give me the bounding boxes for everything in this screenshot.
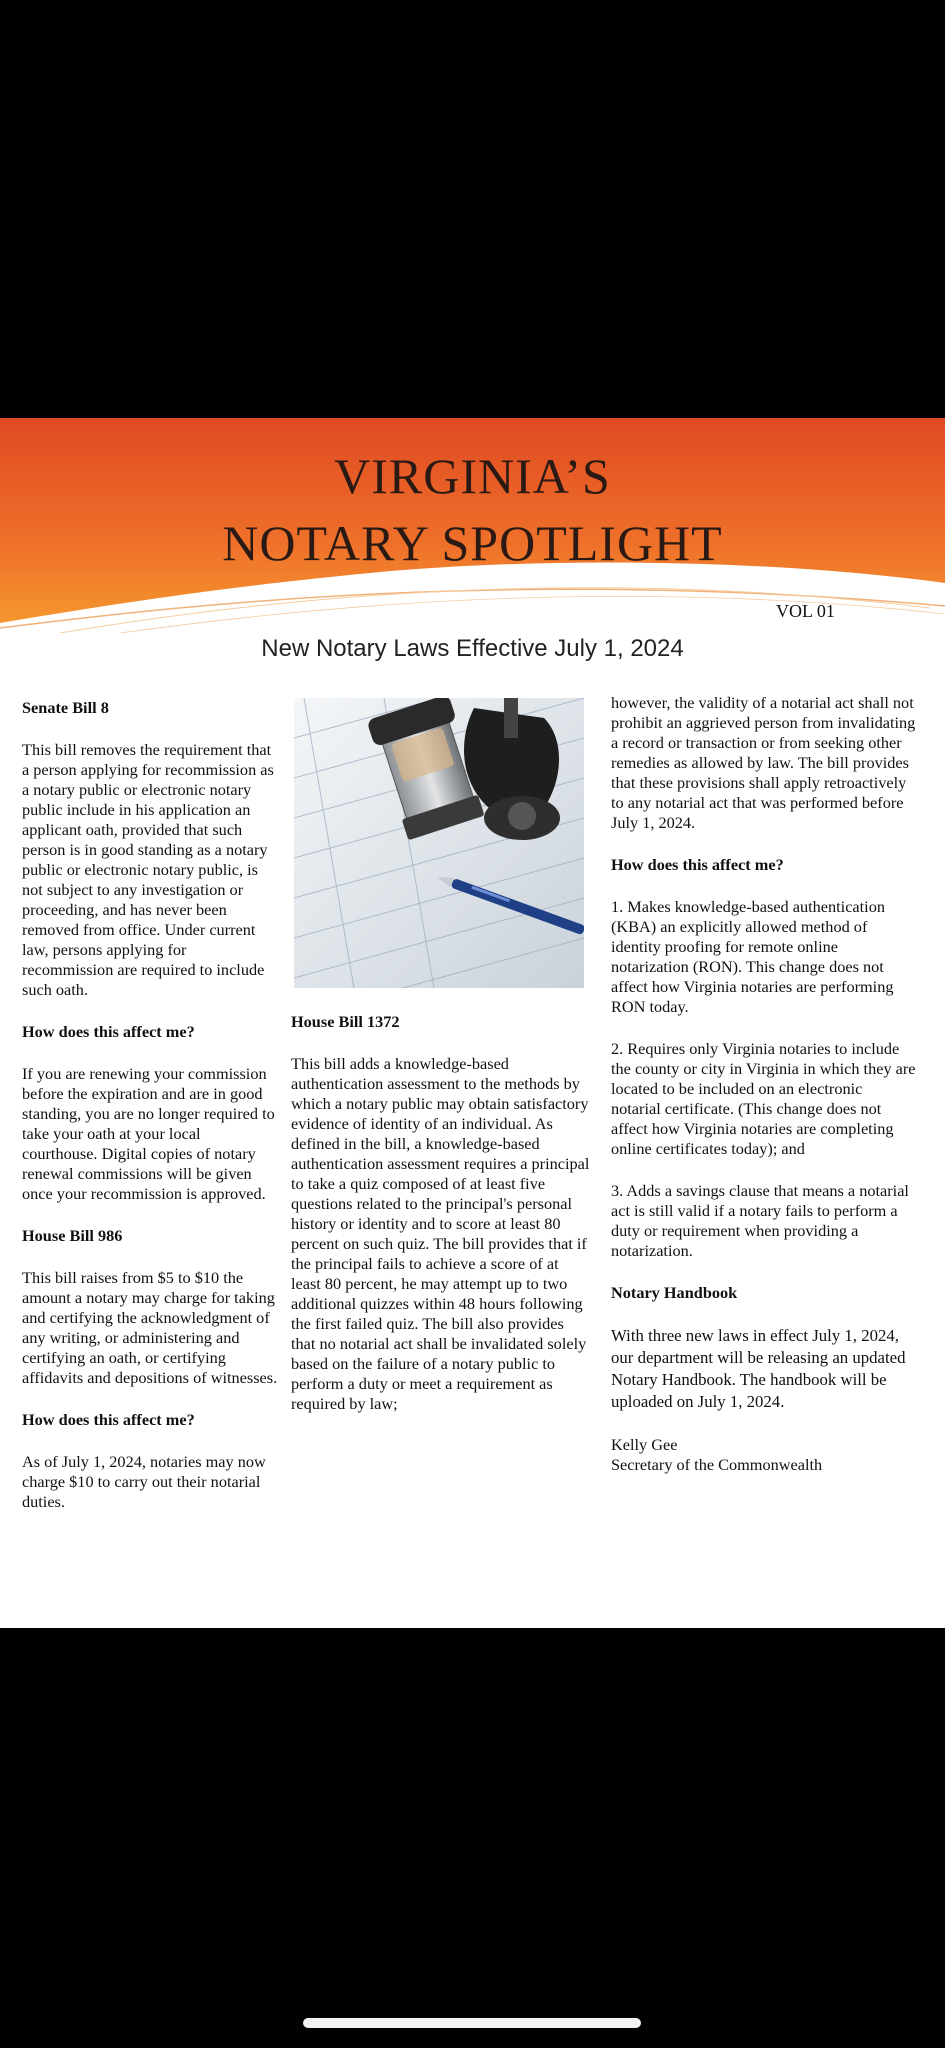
affect-body: If you are renewing your commission before the expiration and are in good standing, you are no longer required to take your oath at your local courthouse. Digital copies of notary renewal commissions will be given once your recommission is approved. <box>22 1064 275 1203</box>
issue-subtitle: New Notary Laws Effective July 1, 2024 <box>261 635 684 662</box>
column-left <box>22 698 280 1512</box>
notary-stamp-photo <box>294 698 584 988</box>
newsletter-title-line2: NOTARY SPOTLIGHT <box>222 515 723 571</box>
signature-title: Secretary of the Commonwealth <box>611 1455 823 1474</box>
notary-stamp-image <box>294 698 584 988</box>
house-bill-1372-body: This bill adds a knowledge-based authentication assessment to the methods by which a notary public may obtain satisfactory evidence of identity of an individual. As defined in the bill, a knowledge-based authentication assessment requires a principal to take a quiz composed of at least five questions related to the principal's personal history or identity and to score at least 80 percent on such quiz. The bill provides that if the principal fails to achieve a score of at least 80 percent, he may attempt up to two additional quizzes within 48 hours following the first failed quiz. The bill also provides that no notarial act shall be invalidated solely based on the failure of a notary public to perform a duty or meet a requirement as required by law; <box>291 1054 590 1413</box>
newsletter-title-line1: VIRGINIA’S <box>334 448 611 504</box>
house-bill-1372-continued: however, the validity of a notarial act shall not prohibit an aggrieved person from invalidating a record or transaction or from seeking other remedies as allowed by law. The bill provides that these provisions shall apply retroactively to any notarial act that was performed before July 1, 2024. <box>611 693 916 832</box>
senate-bill-8-body: This bill removes the requirement that a person applying for recommission as a notary public or electronic notary public include in his application an applicant oath, provided that such person is in good standing as a notary public or electronic notary public, is not subject to any investigation or proceeding, and has never been removed from office. Under current law, persons applying for recommission are required to include such oath. <box>22 740 274 999</box>
house-bill-986-body: This bill raises from $5 to $10 the amount a notary may charge for taking and certifying the acknowledgment of any writing, or administering and certifying an oath, or certifying affidavits and depositions of witnesses. <box>22 1268 278 1387</box>
list-item: 3. Adds a savings clause that means a notarial act is still valid if a notary fails to perform a duty or requirement when providing a notarization. <box>611 1181 909 1260</box>
affect-heading: How does this affect me? <box>22 1022 195 1041</box>
home-indicator[interactable] <box>303 2018 641 2028</box>
list-item: 2. Requires only Virginia notaries to include the county or city in Virginia in which they are located to be included on an electronic notarial certificate. (This change does not affect how Virginia notaries are completing online certificates today); and <box>611 1039 916 1158</box>
volume-label: VOL 01 <box>776 601 835 621</box>
house-bill-1372-heading: House Bill 1372 <box>291 1012 400 1031</box>
house-bill-986-heading: House Bill 986 <box>22 1226 123 1245</box>
column-middle <box>291 1012 591 1414</box>
affect-heading: How does this affect me? <box>611 855 784 874</box>
affect-body: As of July 1, 2024, notaries may now charge $10 to carry out their notarial duties. <box>22 1452 266 1511</box>
notary-handbook-heading: Notary Handbook <box>611 1283 738 1302</box>
senate-bill-8-heading: Senate Bill 8 <box>22 698 109 717</box>
signature-name: Kelly Gee <box>611 1435 678 1454</box>
notary-handbook-body: With three new laws in effect July 1, 2024, our department will be releasing an updated Notary Handbook. The handbook will be uploaded on July 1, 2024. <box>611 1326 906 1411</box>
affect-heading: How does this affect me? <box>22 1410 195 1429</box>
list-item: 1. Makes knowledge-based authentication (KBA) an explicitly allowed method of identity proofing for remote online notarization (RON). This change does not affect how Virginia notaries are performing RON today. <box>611 897 894 1016</box>
column-right <box>611 693 916 1475</box>
newsletter-page <box>0 418 945 1628</box>
